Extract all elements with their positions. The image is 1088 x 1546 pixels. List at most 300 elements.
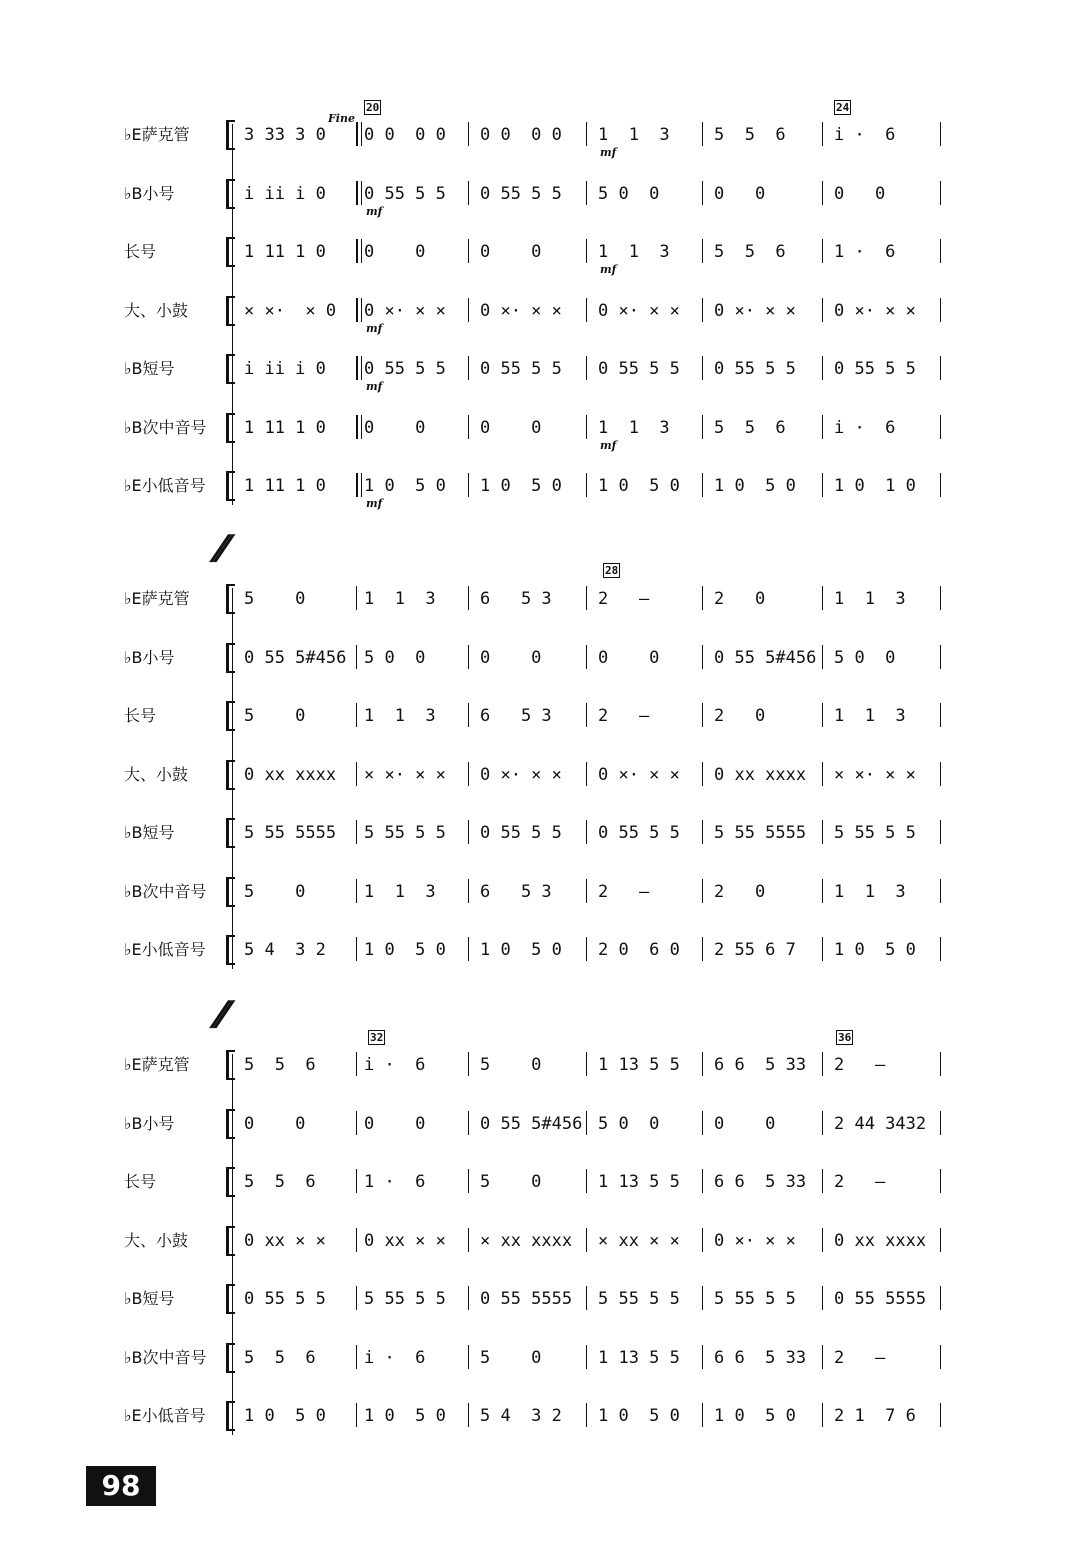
- barline: [586, 762, 587, 786]
- measure: 0 55 5 5: [364, 359, 446, 379]
- staff-row: [0, 1046, 1088, 1086]
- measure: 1 0 5 0: [714, 476, 796, 496]
- measure: 0 55 5 5: [480, 359, 562, 379]
- measure: 5 4 3 2: [480, 1406, 562, 1426]
- measure: 1 1 3: [598, 417, 670, 438]
- barline: [586, 1052, 587, 1076]
- barline: [702, 879, 703, 903]
- measure: 0 55 5 5: [480, 823, 562, 843]
- measure: 0 0: [480, 647, 542, 668]
- barline: [468, 820, 469, 844]
- staff-row: [0, 233, 1088, 276]
- barline: [586, 1111, 587, 1135]
- barline: [356, 1286, 357, 1310]
- staff-row: [0, 467, 1088, 510]
- measure: 6 6 5 33: [714, 1172, 807, 1192]
- double-barline: [356, 298, 362, 322]
- barline: [356, 1052, 357, 1076]
- barline: [822, 1111, 823, 1135]
- measure: 5 55 5 5: [598, 1289, 680, 1309]
- instrument-name: ♭E萨克管: [124, 125, 190, 144]
- staff-bracket: [226, 760, 235, 790]
- staff-bracket: [226, 1050, 235, 1080]
- rehearsal-mark: 24: [836, 101, 850, 114]
- measure: 1 0 5 0: [598, 476, 680, 496]
- staff-bracket: [226, 935, 235, 965]
- barline: [468, 1228, 469, 1252]
- barline: [940, 586, 941, 610]
- barline: [468, 645, 469, 669]
- instrument-name: 长号: [124, 242, 157, 261]
- instrument-name: ♭E萨克管: [124, 1055, 190, 1074]
- measure: 0 55 5 5: [244, 1289, 326, 1309]
- staff-row: [0, 931, 1088, 971]
- barline: [822, 298, 823, 322]
- barline: [586, 1228, 587, 1252]
- measure: 2 55 6 7: [714, 940, 796, 960]
- staff-bracket: [226, 1401, 235, 1431]
- barline: [586, 703, 587, 727]
- measure: 5 0: [480, 1055, 542, 1075]
- dynamic-mark: mf: [600, 263, 617, 276]
- measure: 1 11 1 0: [244, 417, 326, 438]
- barline: [586, 1345, 587, 1369]
- dynamic-mark: mf: [600, 438, 617, 452]
- measure: 1 · 6: [364, 1172, 426, 1192]
- barline: [468, 181, 469, 205]
- measure: 5 0 0: [598, 1113, 660, 1134]
- measure: 0 ×· × ×: [834, 300, 916, 321]
- barline: [822, 1169, 823, 1193]
- barline: [822, 937, 823, 961]
- instrument-name: ♭E小低音号: [124, 1406, 206, 1425]
- barline: [940, 122, 941, 146]
- staff-row: [0, 350, 1088, 393]
- measure: × xx × ×: [598, 1230, 680, 1251]
- staff-row: [0, 1105, 1088, 1145]
- measure: 2 0: [714, 881, 766, 902]
- staff-row: [0, 116, 1088, 159]
- measure: 0 0: [598, 647, 660, 668]
- barline: [586, 937, 587, 961]
- barline: [940, 415, 941, 439]
- staff-bracket: [226, 120, 235, 150]
- barline: [822, 181, 823, 205]
- measure: 5 0 0: [364, 647, 426, 668]
- barline: [356, 586, 357, 610]
- staff-bracket: [226, 818, 235, 848]
- measure: 0 0: [244, 1113, 306, 1134]
- barline: [940, 879, 941, 903]
- barline: [356, 762, 357, 786]
- measure: 0 xx xxxx: [834, 1230, 927, 1251]
- barline: [356, 703, 357, 727]
- barline: [356, 1169, 357, 1193]
- measure: 0 55 5#456: [480, 1113, 583, 1134]
- staff-row: [0, 409, 1088, 452]
- barline: [702, 937, 703, 961]
- measure: 1 0 5 0: [364, 940, 446, 960]
- measure: 0 ×· × ×: [714, 300, 796, 321]
- barline: [702, 645, 703, 669]
- measure: 1 0 5 0: [364, 476, 446, 496]
- measure: 1 0 5 0: [480, 476, 562, 496]
- staff-row: [0, 1280, 1088, 1320]
- barline: [586, 586, 587, 610]
- measure: 5 5 6: [714, 242, 786, 262]
- dynamic-mark: mf: [366, 380, 383, 393]
- barline: [940, 703, 941, 727]
- barline: [940, 1403, 941, 1427]
- measure: 2 1 7 6: [834, 1406, 916, 1426]
- measure: 0 0: [714, 1113, 776, 1134]
- measure: 0 0: [834, 183, 886, 204]
- instrument-name: ♭B小号: [124, 647, 175, 667]
- barline: [822, 122, 823, 146]
- fine-mark: Fine: [328, 112, 355, 125]
- measure: 1 1 3: [364, 706, 436, 726]
- barline: [702, 1345, 703, 1369]
- measure: 1 0 5 0: [834, 940, 916, 960]
- system-divider: / /: [210, 994, 226, 1034]
- barline: [356, 1345, 357, 1369]
- barline: [586, 820, 587, 844]
- barline: [468, 122, 469, 146]
- barline: [468, 1052, 469, 1076]
- barline: [702, 298, 703, 322]
- measure: 0 0: [364, 242, 426, 262]
- staff-row: [0, 1163, 1088, 1203]
- rehearsal-mark: 32: [370, 1031, 384, 1044]
- instrument-name: ♭B短号: [124, 1289, 175, 1308]
- staff-row: [0, 639, 1088, 679]
- barline: [468, 356, 469, 380]
- barline: [702, 356, 703, 380]
- staff-bracket: [226, 584, 235, 614]
- double-barline: [356, 415, 362, 439]
- barline: [356, 820, 357, 844]
- barline: [822, 239, 823, 263]
- barline: [822, 1345, 823, 1369]
- barline: [702, 1052, 703, 1076]
- measure: 5 55 5 5: [364, 1289, 446, 1309]
- dynamic-mark: mf: [366, 204, 383, 218]
- barline: [822, 415, 823, 439]
- measure: 0 55 5 5: [598, 359, 680, 379]
- measure: 5 55 5 5: [364, 823, 446, 843]
- barline: [822, 1228, 823, 1252]
- rehearsal-mark: 28: [605, 564, 619, 577]
- instrument-name: 大、小鼓: [124, 1230, 189, 1250]
- barline: [940, 820, 941, 844]
- instrument-name: ♭B次中音号: [124, 417, 207, 437]
- measure: 1 1 3: [364, 589, 436, 609]
- barline: [940, 239, 941, 263]
- measure: i · 6: [364, 1055, 426, 1075]
- measure: 1 1 3: [364, 881, 436, 902]
- barline: [468, 879, 469, 903]
- measure: 1 1 3: [598, 125, 670, 145]
- measure: 5 5 6: [244, 1347, 316, 1368]
- barline: [468, 415, 469, 439]
- measure: 0 ×· × ×: [598, 764, 680, 785]
- measure: 0 55 5#456: [244, 647, 347, 668]
- measure: 5 0 0: [834, 647, 896, 668]
- barline: [940, 356, 941, 380]
- barline: [940, 1228, 941, 1252]
- barline: [940, 1111, 941, 1135]
- staff-row: [0, 580, 1088, 620]
- measure: 1 1 3: [834, 881, 906, 902]
- barline: [702, 820, 703, 844]
- barline: [702, 1111, 703, 1135]
- measure: 1 · 6: [834, 242, 896, 262]
- measure: 0 xx xxxx: [244, 764, 337, 785]
- dynamic-mark: mf: [366, 321, 383, 335]
- measure: 1 0 5 0: [364, 1406, 446, 1426]
- barline: [356, 1228, 357, 1252]
- staff-bracket: [226, 1284, 235, 1314]
- barline: [822, 879, 823, 903]
- measure: 1 13 5 5: [598, 1172, 680, 1192]
- measure: 1 0 5 0: [598, 1406, 680, 1426]
- barline: [702, 239, 703, 263]
- measure: × xx xxxx: [480, 1230, 573, 1251]
- barline: [822, 356, 823, 380]
- staff-bracket: [226, 354, 235, 384]
- measure: 0 ×· × ×: [364, 300, 446, 321]
- dynamic-mark: mf: [366, 497, 383, 510]
- measure: 2 –: [834, 1055, 886, 1075]
- measure: 0 0: [364, 417, 426, 438]
- measure: 6 6 5 33: [714, 1347, 807, 1368]
- measure: × ×· × ×: [834, 764, 916, 785]
- barline: [468, 1286, 469, 1310]
- measure: i · 6: [364, 1347, 426, 1368]
- measure: 5 0 0: [598, 183, 660, 204]
- measure: × ×· × 0: [244, 300, 337, 321]
- measure: 2 0: [714, 589, 766, 609]
- measure: 0 55 5 5: [598, 823, 680, 843]
- barline: [702, 181, 703, 205]
- barline: [586, 356, 587, 380]
- measure: 0 0: [480, 417, 542, 438]
- barline: [586, 1403, 587, 1427]
- staff-bracket: [226, 1109, 235, 1139]
- instrument-name: 长号: [124, 1172, 157, 1191]
- staff-bracket: [226, 877, 235, 907]
- measure: 5 0: [244, 589, 306, 609]
- barline: [702, 415, 703, 439]
- barline: [586, 181, 587, 205]
- measure: 2 0 6 0: [598, 940, 680, 960]
- measure: 0 xx xxxx: [714, 764, 807, 785]
- system-divider: / /: [210, 528, 226, 568]
- barline: [468, 239, 469, 263]
- instrument-name: 长号: [124, 706, 157, 725]
- page-number: 98: [86, 1466, 156, 1506]
- staff-bracket: [226, 1343, 235, 1373]
- instrument-name: 大、小鼓: [124, 300, 189, 320]
- barline: [586, 415, 587, 439]
- barline: [940, 762, 941, 786]
- measure: 6 5 3: [480, 881, 552, 902]
- instrument-name: ♭B小号: [124, 1113, 175, 1133]
- double-barline: [356, 122, 362, 146]
- barline: [468, 1169, 469, 1193]
- staff-bracket: [226, 701, 235, 731]
- measure: 5 5 6: [714, 417, 786, 438]
- measure: 5 55 5 5: [834, 823, 916, 843]
- barline: [822, 1286, 823, 1310]
- rehearsal-mark: 20: [366, 101, 380, 114]
- measure: 1 0 5 0: [244, 1406, 326, 1426]
- measure: 5 55 5 5: [714, 1289, 796, 1309]
- measure: 1 0 1 0: [834, 476, 916, 496]
- instrument-name: ♭B次中音号: [124, 1347, 207, 1367]
- measure: 5 5 6: [244, 1172, 316, 1192]
- measure: 1 1 3: [598, 242, 670, 262]
- instrument-name: ♭E萨克管: [124, 589, 190, 608]
- measure: 2 0: [714, 706, 766, 726]
- instrument-name: 大、小鼓: [124, 764, 189, 784]
- staff-row: [0, 1222, 1088, 1262]
- staff-bracket: [226, 643, 235, 673]
- barline: [822, 473, 823, 497]
- staff-bracket: [226, 413, 235, 443]
- rehearsal-mark: 36: [838, 1031, 852, 1044]
- measure: 5 0: [244, 706, 306, 726]
- barline: [586, 122, 587, 146]
- staff-row: [0, 1339, 1088, 1379]
- barline: [468, 703, 469, 727]
- measure: 5 5 6: [714, 125, 786, 145]
- measure: 6 5 3: [480, 706, 552, 726]
- barline: [702, 586, 703, 610]
- barline: [586, 1169, 587, 1193]
- barline: [940, 181, 941, 205]
- barline: [940, 1286, 941, 1310]
- barline: [356, 937, 357, 961]
- barline: [468, 1111, 469, 1135]
- measure: 5 0: [244, 881, 306, 902]
- barline: [702, 1403, 703, 1427]
- barline: [468, 1403, 469, 1427]
- staff-row: [0, 873, 1088, 913]
- barline: [356, 1403, 357, 1427]
- staff-bracket: [226, 296, 235, 326]
- barline: [822, 1403, 823, 1427]
- staff-row: [0, 292, 1088, 335]
- instrument-name: ♭E小低音号: [124, 940, 206, 959]
- measure: 2 –: [598, 881, 650, 902]
- measure: 1 0 5 0: [480, 940, 562, 960]
- barline: [822, 586, 823, 610]
- barline: [468, 298, 469, 322]
- measure: i ii i 0: [244, 359, 326, 379]
- barline: [940, 1345, 941, 1369]
- measure: 1 13 5 5: [598, 1055, 680, 1075]
- measure: 5 5 6: [244, 1055, 316, 1075]
- measure: 1 1 3: [834, 706, 906, 726]
- measure: 5 4 3 2: [244, 940, 326, 960]
- measure: 2 –: [834, 1172, 886, 1192]
- measure: i ii i 0: [244, 183, 326, 204]
- barline: [702, 122, 703, 146]
- staff-bracket: [226, 1226, 235, 1256]
- measure: 0 0: [364, 1113, 426, 1134]
- measure: 3 33 3 0: [244, 125, 326, 145]
- barline: [586, 1286, 587, 1310]
- measure: 5 55 5555: [714, 823, 807, 843]
- barline: [940, 298, 941, 322]
- instrument-name: ♭B次中音号: [124, 881, 207, 901]
- barline: [586, 473, 587, 497]
- instrument-name: ♭B小号: [124, 183, 175, 203]
- measure: 0 55 5#456: [714, 647, 817, 668]
- staff-bracket: [226, 471, 235, 501]
- measure: 0 55 5 5: [480, 183, 562, 204]
- dynamic-mark: mf: [600, 146, 617, 159]
- barline: [822, 1052, 823, 1076]
- measure: 1 13 5 5: [598, 1347, 680, 1368]
- barline: [940, 937, 941, 961]
- measure: 0 ×· × ×: [480, 300, 562, 321]
- barline: [468, 937, 469, 961]
- barline: [468, 473, 469, 497]
- measure: 0 0 0 0: [364, 125, 446, 145]
- instrument-name: ♭E小低音号: [124, 476, 206, 495]
- measure: 0 0: [714, 183, 766, 204]
- staff-row: [0, 697, 1088, 737]
- barline: [586, 645, 587, 669]
- measure: 6 6 5 33: [714, 1055, 807, 1075]
- double-barline: [356, 239, 362, 263]
- double-barline: [356, 356, 362, 380]
- staff-row: [0, 1397, 1088, 1437]
- measure: 0 ×· × ×: [480, 764, 562, 785]
- barline: [822, 820, 823, 844]
- measure: 0 55 5 5: [714, 359, 796, 379]
- instrument-name: ♭B短号: [124, 359, 175, 378]
- measure: 0 55 5 5: [834, 359, 916, 379]
- staff-bracket: [226, 237, 235, 267]
- instrument-name: ♭B短号: [124, 823, 175, 842]
- staff-row: [0, 814, 1088, 854]
- measure: 0 55 5 5: [364, 183, 446, 204]
- staff-row: [0, 756, 1088, 796]
- barline: [468, 586, 469, 610]
- measure: 2 –: [598, 589, 650, 609]
- barline: [822, 645, 823, 669]
- staff-bracket: [226, 1167, 235, 1197]
- barline: [940, 1169, 941, 1193]
- measure: 0 55 5555: [834, 1289, 927, 1309]
- barline: [940, 473, 941, 497]
- barline: [356, 1111, 357, 1135]
- barline: [586, 879, 587, 903]
- barline: [822, 762, 823, 786]
- double-barline: [356, 181, 362, 205]
- barline: [940, 645, 941, 669]
- barline: [940, 1052, 941, 1076]
- barline: [702, 473, 703, 497]
- measure: × ×· × ×: [364, 764, 446, 785]
- measure: 2 –: [834, 1347, 886, 1368]
- measure: 1 0 5 0: [714, 1406, 796, 1426]
- barline: [702, 1286, 703, 1310]
- barline: [356, 879, 357, 903]
